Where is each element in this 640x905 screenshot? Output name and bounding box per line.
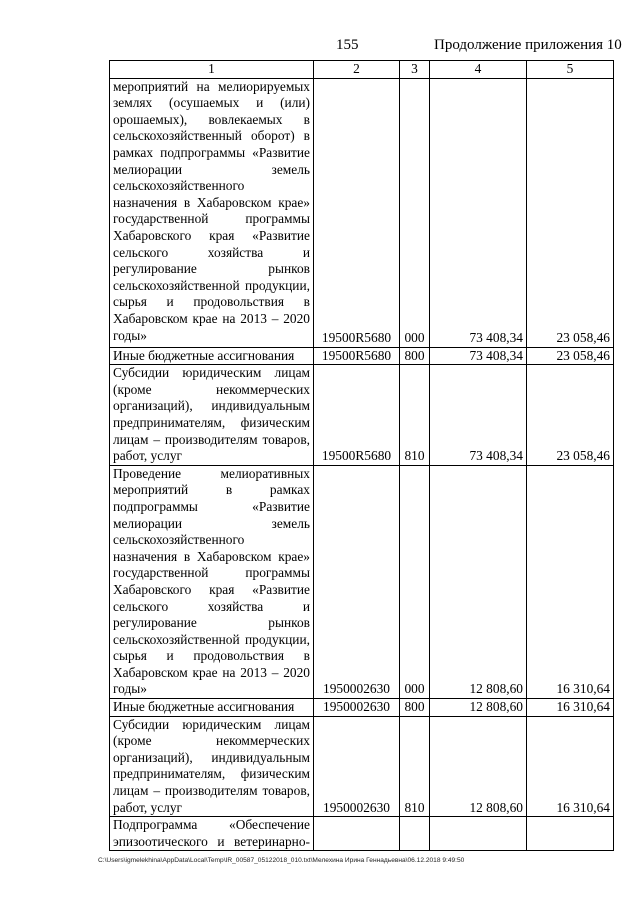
table-row: [110, 78, 614, 347]
row-amount-2: 23 058,46: [527, 78, 614, 347]
row-target-code: 19500R5680: [314, 78, 400, 347]
table-row: [110, 699, 614, 717]
row-target-code: 1950002630: [314, 699, 400, 717]
table-row: [110, 716, 614, 817]
row-expense-type: 000: [400, 465, 430, 698]
row-amount-2: 23 058,46: [527, 365, 614, 466]
page-number: 155: [336, 37, 359, 53]
row-expense-type: 810: [400, 716, 430, 817]
file-path-footer: C:\Users\igmelekhina\AppData\Local\Temp\IR_00587_05122018_010.txt\Мелехина Ирина Геннадьевна\06.12.2018 9:49:50: [98, 857, 465, 864]
budget-table: [109, 60, 614, 851]
row-amount-2: 23 058,46: [527, 347, 614, 365]
row-amount-2: 16 310,64: [527, 465, 614, 698]
column-header: 2: [314, 61, 400, 79]
row-amount-1: [430, 817, 527, 851]
table-row: [110, 347, 614, 365]
row-amount-1: 12 808,60: [430, 465, 527, 698]
row-amount-2: 16 310,64: [527, 716, 614, 817]
table-row: [110, 365, 614, 466]
row-expense-type: 800: [400, 699, 430, 717]
row-expense-type: 000: [400, 78, 430, 347]
row-description: Иные бюджетные ассигнования: [110, 347, 314, 365]
column-header: 3: [400, 61, 430, 79]
table-row: [110, 817, 614, 851]
row-amount-1: 73 408,34: [430, 347, 527, 365]
row-expense-type: [400, 817, 430, 851]
continuation-note: Продолжение приложения 10: [434, 37, 622, 53]
row-amount-1: 73 408,34: [430, 365, 527, 466]
row-target-code: 1950002630: [314, 465, 400, 698]
row-target-code: 19500R5680: [314, 347, 400, 365]
row-expense-type: 800: [400, 347, 430, 365]
row-amount-2: 16 310,64: [527, 699, 614, 717]
row-target-code: 1950002630: [314, 716, 400, 817]
table-row: [110, 465, 614, 698]
row-expense-type: 810: [400, 365, 430, 466]
row-description: Проведение мелиоративных мероприятий в рамках подпрограммы «Развитие мелиорации земель сельскохозяйственного назначения в Хабаровском крае» государственной программы Хабаровского края «Развитие сельского хозяйства и регулирование рынков сельскохозяйственной продукции, сырья и продовольствия в Хабаровском крае на 2013 – 2020 годы»: [110, 465, 314, 698]
row-description: мероприятий на мелиорируемых землях (осушаемых и (или) орошаемых), вовлекаемых в сельскохозяйственный оборот) в рамках подпрограммы «Развитие мелиорации земель сельскохозяйственного назначения в Хабаровском крае» государственной программы Хабаровского края «Развитие сельского хозяйства и регулирование рынков сельскохозяйственной продукции, сырья и продовольствия в Хабаровском крае на 2013 – 2020 годы»: [110, 78, 314, 347]
row-description: Подпрограмма «Обеспечение эпизоотического и ветеринарно-: [110, 817, 314, 851]
row-description: Субсидии юридическим лицам (кроме некоммерческих организаций), индивидуальным предпринимателям, физическим лицам – производителям товаров, работ, услуг: [110, 716, 314, 817]
column-header: 4: [430, 61, 527, 79]
row-description: Иные бюджетные ассигнования: [110, 699, 314, 717]
table-header-row: [110, 61, 614, 79]
row-amount-2: [527, 817, 614, 851]
column-header: 5: [527, 61, 614, 79]
column-header: 1: [110, 61, 314, 79]
row-description: Субсидии юридическим лицам (кроме некоммерческих организаций), индивидуальным предпринимателям, физическим лицам – производителям товаров, работ, услуг: [110, 365, 314, 466]
row-target-code: [314, 817, 400, 851]
row-target-code: 19500R5680: [314, 365, 400, 466]
row-amount-1: 12 808,60: [430, 699, 527, 717]
row-amount-1: 12 808,60: [430, 716, 527, 817]
row-amount-1: 73 408,34: [430, 78, 527, 347]
